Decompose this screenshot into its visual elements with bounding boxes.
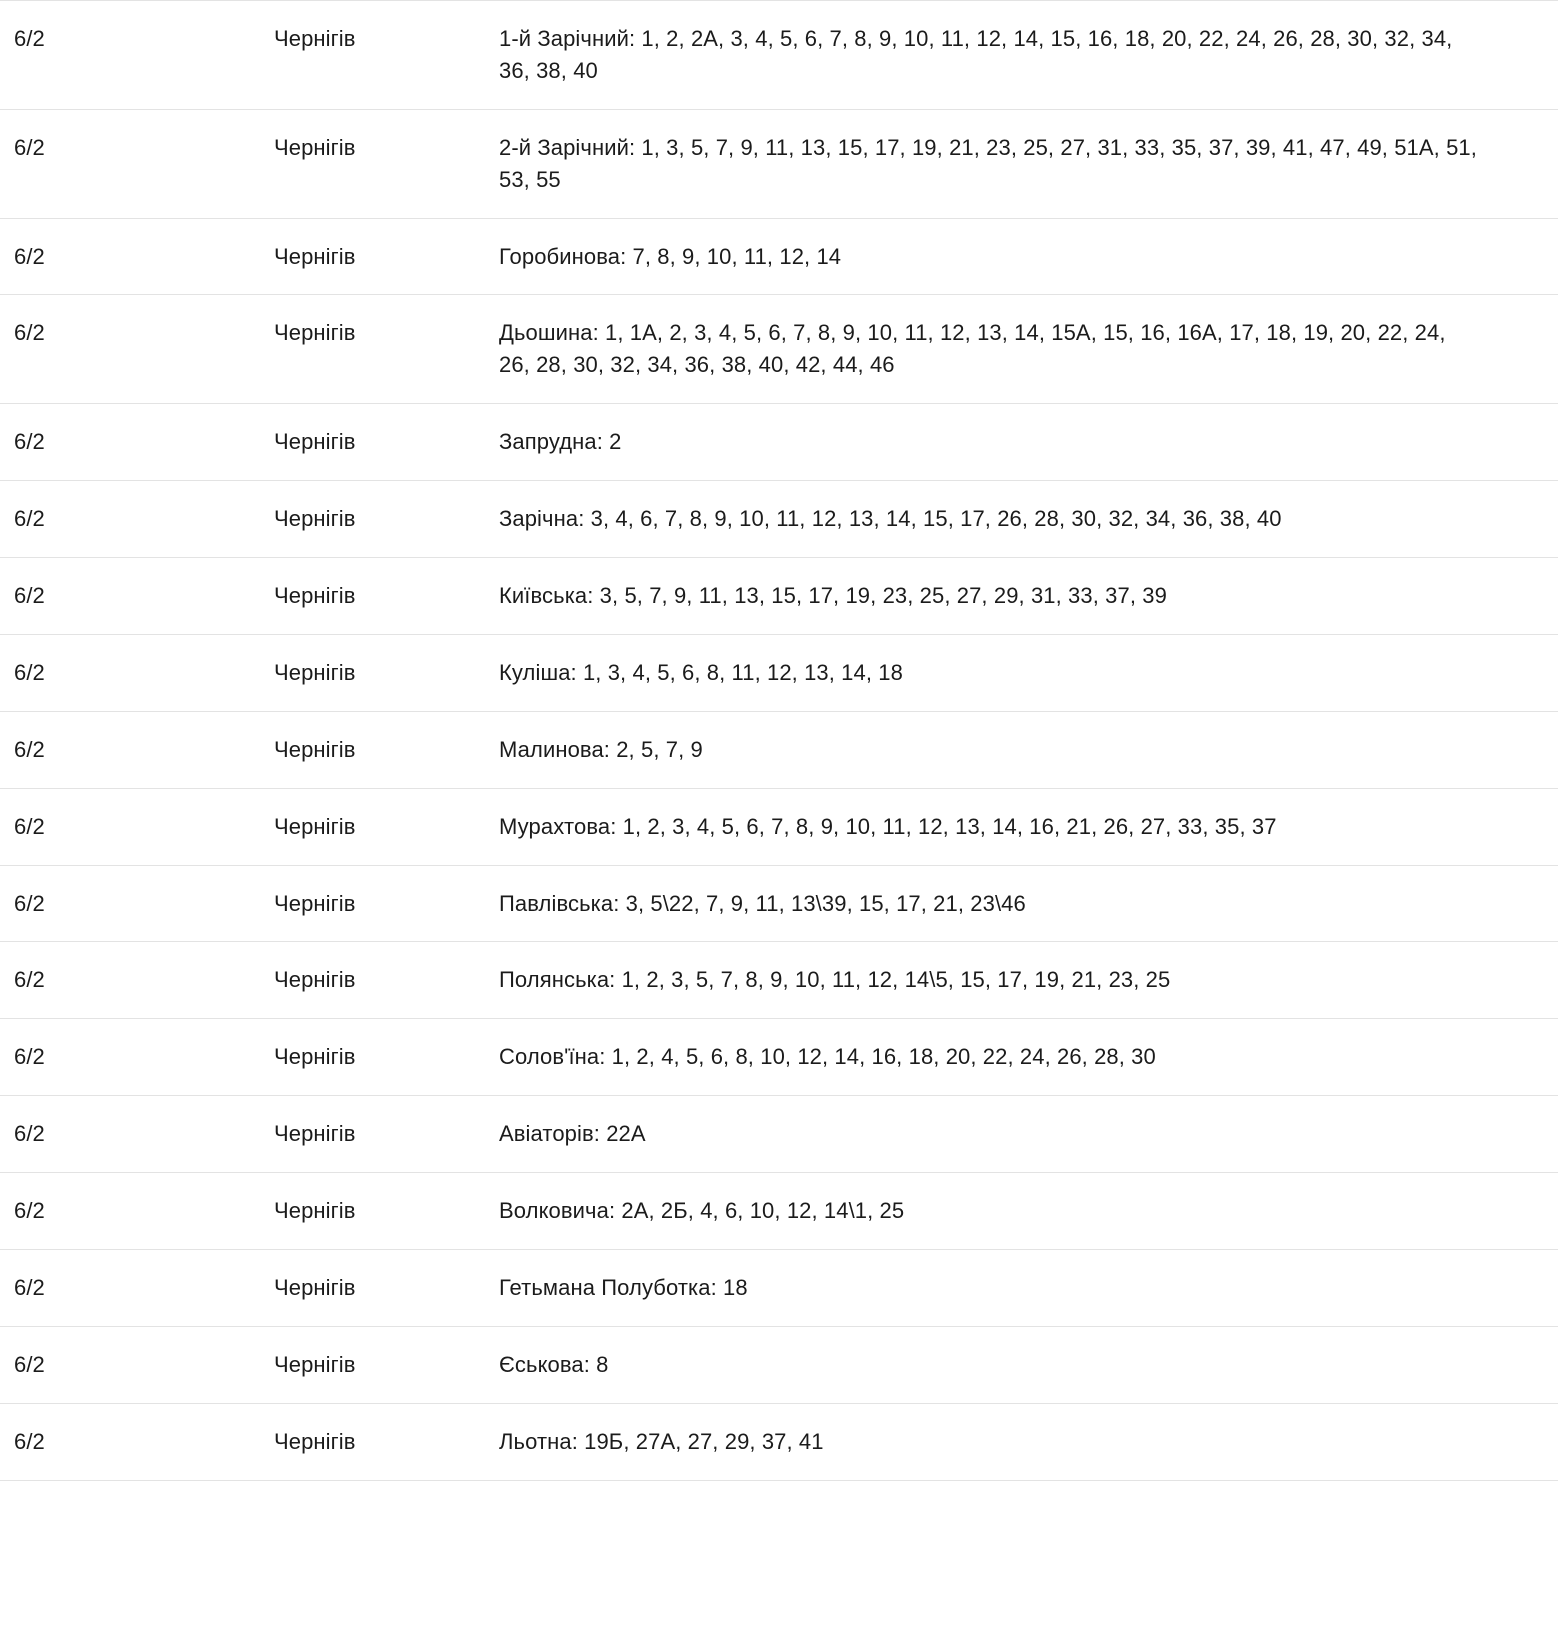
cell-queue: 6/2 <box>14 134 45 160</box>
table-row <box>0 218 1558 295</box>
cell-streets: 2-й Зарічний: 1, 3, 5, 7, 9, 11, 13, 15, 17, 19, 21, 23, 25, 27, 31, 33, 35, 37, 39, 41, 47, 49, 51А, 51, 53, 55 <box>499 134 1477 192</box>
cell-queue: 6/2 <box>14 320 45 346</box>
cell-streets: Авіаторів: 22А <box>499 1121 646 1147</box>
cell-city: Чернігів <box>274 134 356 160</box>
cell-streets: Полянська: 1, 2, 3, 5, 7, 8, 9, 10, 11, 12, 14\5, 15, 17, 19, 21, 23, 25 <box>499 967 1171 993</box>
cell-queue: 6/2 <box>14 813 45 839</box>
cell-queue: 6/2 <box>14 1044 45 1070</box>
table-row <box>0 1250 1558 1327</box>
cell-city: Чернігів <box>274 1275 356 1301</box>
cell-streets: Павлівська: 3, 5\22, 7, 9, 11, 13\39, 15, 17, 21, 23\46 <box>499 890 1026 916</box>
cell-streets: Київська: 3, 5, 7, 9, 11, 13, 15, 17, 19, 23, 25, 27, 29, 31, 33, 37, 39 <box>499 583 1167 609</box>
table-row <box>0 295 1558 404</box>
cell-city: Чернігів <box>274 736 356 762</box>
cell-city: Чернігів <box>274 243 356 269</box>
table-row <box>0 865 1558 942</box>
cell-streets: Куліша: 1, 3, 4, 5, 6, 8, 11, 12, 13, 14, 18 <box>499 659 903 685</box>
table-row <box>0 1 1558 110</box>
table-row <box>0 942 1558 1019</box>
cell-queue: 6/2 <box>14 1351 45 1377</box>
cell-queue: 6/2 <box>14 659 45 685</box>
cell-city: Чернігів <box>274 967 356 993</box>
cell-queue: 6/2 <box>14 243 45 269</box>
cell-city: Чернігів <box>274 583 356 609</box>
table-row <box>0 711 1558 788</box>
table-row <box>0 634 1558 711</box>
cell-streets: Гетьмана Полуботка: 18 <box>499 1275 748 1301</box>
cell-queue: 6/2 <box>14 736 45 762</box>
cell-streets: Льотна: 19Б, 27А, 27, 29, 37, 41 <box>499 1428 824 1454</box>
cell-streets: Зарічна: 3, 4, 6, 7, 8, 9, 10, 11, 12, 13, 14, 15, 17, 26, 28, 30, 32, 34, 36, 38, 40 <box>499 506 1282 532</box>
table-row <box>0 788 1558 865</box>
cell-streets: Солов'їна: 1, 2, 4, 5, 6, 8, 10, 12, 14, 16, 18, 20, 22, 24, 26, 28, 30 <box>499 1044 1156 1070</box>
table-row <box>0 404 1558 481</box>
cell-city: Чернігів <box>274 26 356 51</box>
cell-city: Чернігів <box>274 890 356 916</box>
cell-city: Чернігів <box>274 1198 356 1224</box>
table-row <box>0 558 1558 635</box>
table-row <box>0 1096 1558 1173</box>
table-row <box>0 1326 1558 1403</box>
cell-streets: Волковича: 2А, 2Б, 4, 6, 10, 12, 14\1, 25 <box>499 1198 905 1224</box>
cell-city: Чернігів <box>274 1121 356 1147</box>
cell-queue: 6/2 <box>14 583 45 609</box>
cell-streets: Мурахтова: 1, 2, 3, 4, 5, 6, 7, 8, 9, 10, 11, 12, 13, 14, 16, 21, 26, 27, 33, 35, 37 <box>499 813 1277 839</box>
cell-queue: 6/2 <box>14 506 45 532</box>
cell-city: Чернігів <box>274 320 356 346</box>
cell-streets: Горобинова: 7, 8, 9, 10, 11, 12, 14 <box>499 243 842 269</box>
cell-queue: 6/2 <box>14 967 45 993</box>
cell-streets: Малинова: 2, 5, 7, 9 <box>499 736 703 762</box>
cell-queue: 6/2 <box>14 1428 45 1454</box>
cell-city: Чернігів <box>274 1428 356 1454</box>
table-row <box>0 481 1558 558</box>
cell-streets: 1-й Зарічний: 1, 2, 2А, 3, 4, 5, 6, 7, 8, 9, 10, 11, 12, 14, 15, 16, 18, 20, 22, 24, 26, 28, 30, 32, 34, 36, 38, 40 <box>499 26 1453 83</box>
cell-streets: Дьошина: 1, 1А, 2, 3, 4, 5, 6, 7, 8, 9, 10, 11, 12, 13, 14, 15А, 15, 16, 16А, 17, 18, 19, 20, 22, 24, 26, 28, 30, 32, 34, 36, 38, 40, 42, 44, 46 <box>499 320 1446 378</box>
cell-city: Чернігів <box>274 659 356 685</box>
cell-streets: Запрудна: 2 <box>499 429 622 455</box>
cell-streets: Єськова: 8 <box>499 1351 609 1377</box>
cell-city: Чернігів <box>274 813 356 839</box>
cell-city: Чернігів <box>274 506 356 532</box>
table-row <box>0 1403 1558 1480</box>
cell-city: Чернігів <box>274 1351 356 1377</box>
cell-city: Чернігів <box>274 429 356 455</box>
table-row <box>0 109 1558 218</box>
table-body <box>0 1 1558 1481</box>
cell-queue: 6/2 <box>14 1121 45 1147</box>
cell-queue: 6/2 <box>14 26 45 51</box>
cell-queue: 6/2 <box>14 890 45 916</box>
cell-queue: 6/2 <box>14 429 45 455</box>
table-row <box>0 1019 1558 1096</box>
cell-queue: 6/2 <box>14 1198 45 1224</box>
cell-queue: 6/2 <box>14 1275 45 1301</box>
cell-city: Чернігів <box>274 1044 356 1070</box>
table-row <box>0 1173 1558 1250</box>
